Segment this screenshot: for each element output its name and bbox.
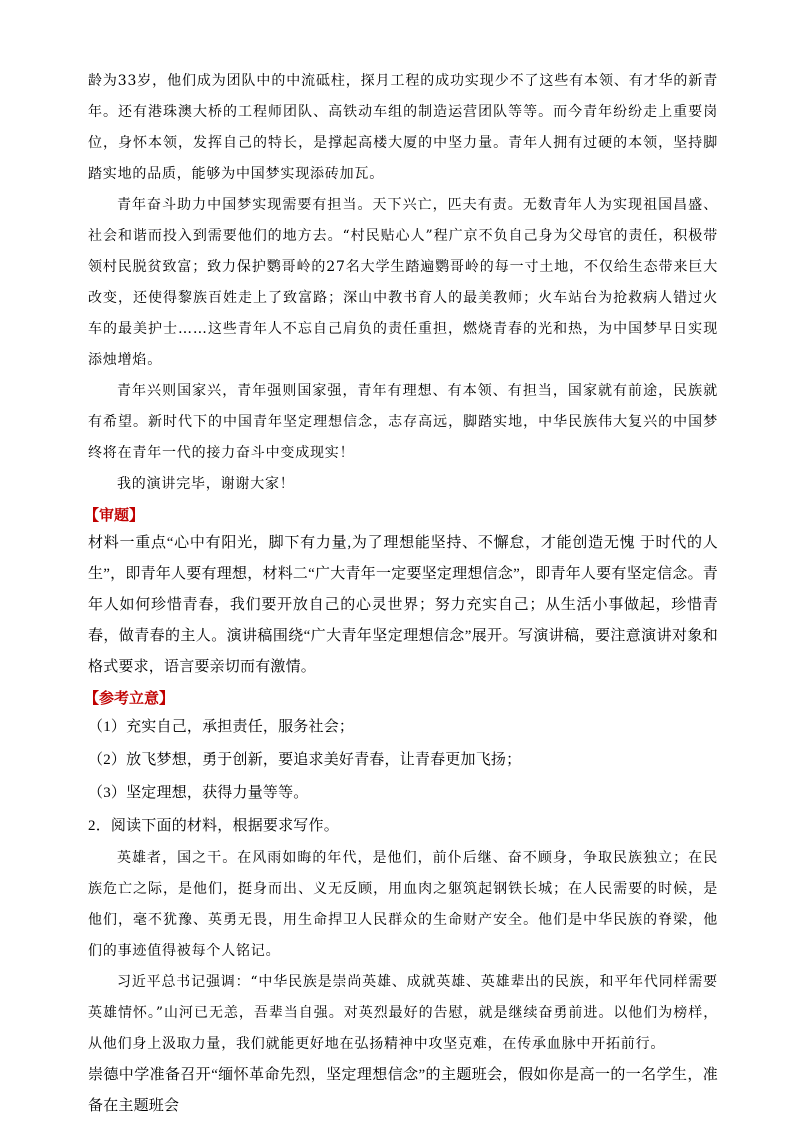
analysis-text: 材料一重点“心中有阳光，脚下有力量,为了理想能坚持、不懈怠，才能创造无愧 于时代的人生”，即青年人要有理想，材料二“广大青年一定要坚定理想信念”，即青年人要有坚定信念。青年人如何珍惜青春，我们要开放自己的心灵世界；努力充实自己；从生活小事做起，珍惜青春，做青春的主人。演讲稿围绕“广大青年坚定理想信念”展开。写演讲稿，要注意演讲对象和格式要求，语言要亲切而有激情。 [88, 535, 718, 675]
document-page [84, 66, 718, 1122]
material-paragraph-2: 习近平总书记强调：“中华民族是崇尚英雄、成就英雄、英雄辈出的民族，和平年代同样需要英雄情怀。”山河已无恙，吾辈当自强。对英烈最好的告慰，就是继续奋勇前进。以他们为榜样，从他们身上汲取力量，我们就能更好地在弘扬精神中攻坚克难，在传承血脉中开拓前行。 [88, 974, 718, 1052]
speech-paragraph-2: 青年奋斗助力中国梦实现需要有担当。天下兴亡，匹夫有责。无数青年人为实现祖国昌盛、社会和谐而投入到需要他们的地方去。“村民贴心人”程广京不负自己身为父母官的责任，积极带领村民脱贫致富；致力保护鹦哥岭的27名大学生踏遍鹦哥岭的每一寸土地，不仅给生态带来巨大改变，还使得黎族百姓走上了致富路；深山中教书育人的最美教师；火车站台为抢救病人错过火车的最美护士……这些青年人不忘自己肩负的责任重担，燃烧青春的光和热，为中国梦早日实现添烛增焰。 [88, 197, 718, 368]
writing-task: 崇德中学准备召开“缅怀革命先烈，坚定理想信念”的主题班会，假如你是高一的一名学生，准备在主题班会 [88, 1067, 718, 1114]
material-paragraph-1: 英雄者，国之干。在风雨如晦的年代，是他们，前仆后继、奋不顾身，争取民族独立；在民族危亡之际，是他们，挺身而出、义无反顾，用血肉之躯筑起钢铁长城；在人民需要的时候，是他们，毫不犹豫、英勇无畏，用生命捍卫人民群众的生命财产安全。他们是中华民族的脊梁，他们的事迹值得被每个人铭记。 [88, 850, 718, 959]
reference-ideas-title: 【参考立意】 [84, 689, 175, 707]
speech-paragraph-1: 龄为33岁，他们成为团队中的中流砥柱，探月工程的成功实现少不了这些有本领、有才华的新青年。还有港珠澳大桥的工程师团队、高铁动车组的制造运营团队等等。而今青年纷纷走上重要岗位，身怀本领，发挥自己的特长，是撑起高楼大厦的中坚力量。青年人拥有过硬的本领，坚持脚踏实地的品质，能够为中国梦实现添砖加瓦。 [88, 73, 718, 182]
analysis-title: 【审题】 [84, 506, 145, 524]
speech-paragraph-3: 青年兴则国家兴，青年强则国家强，青年有理想、有本领、有担当，国家就有前途，民族就有希望。新时代下的中国青年坚定理想信念，志存高远，脚踏实地，中华民族伟大复兴的中国梦终将在青年一代的接力奋斗中变成现实！ [88, 383, 718, 461]
idea-item-2: （2）放飞梦想，勇于创新，要追求美好青春，让青春更加飞扬； [88, 752, 522, 768]
idea-item-1: （1）充实自己，承担责任，服务社会； [88, 719, 355, 735]
speech-closing: 我的演讲完毕，谢谢大家！ [117, 476, 295, 492]
idea-item-3: （3）坚定理想，获得力量等等。 [88, 785, 309, 801]
question-2-heading: 2．阅读下面的材料，根据要求写作。 [88, 818, 339, 834]
